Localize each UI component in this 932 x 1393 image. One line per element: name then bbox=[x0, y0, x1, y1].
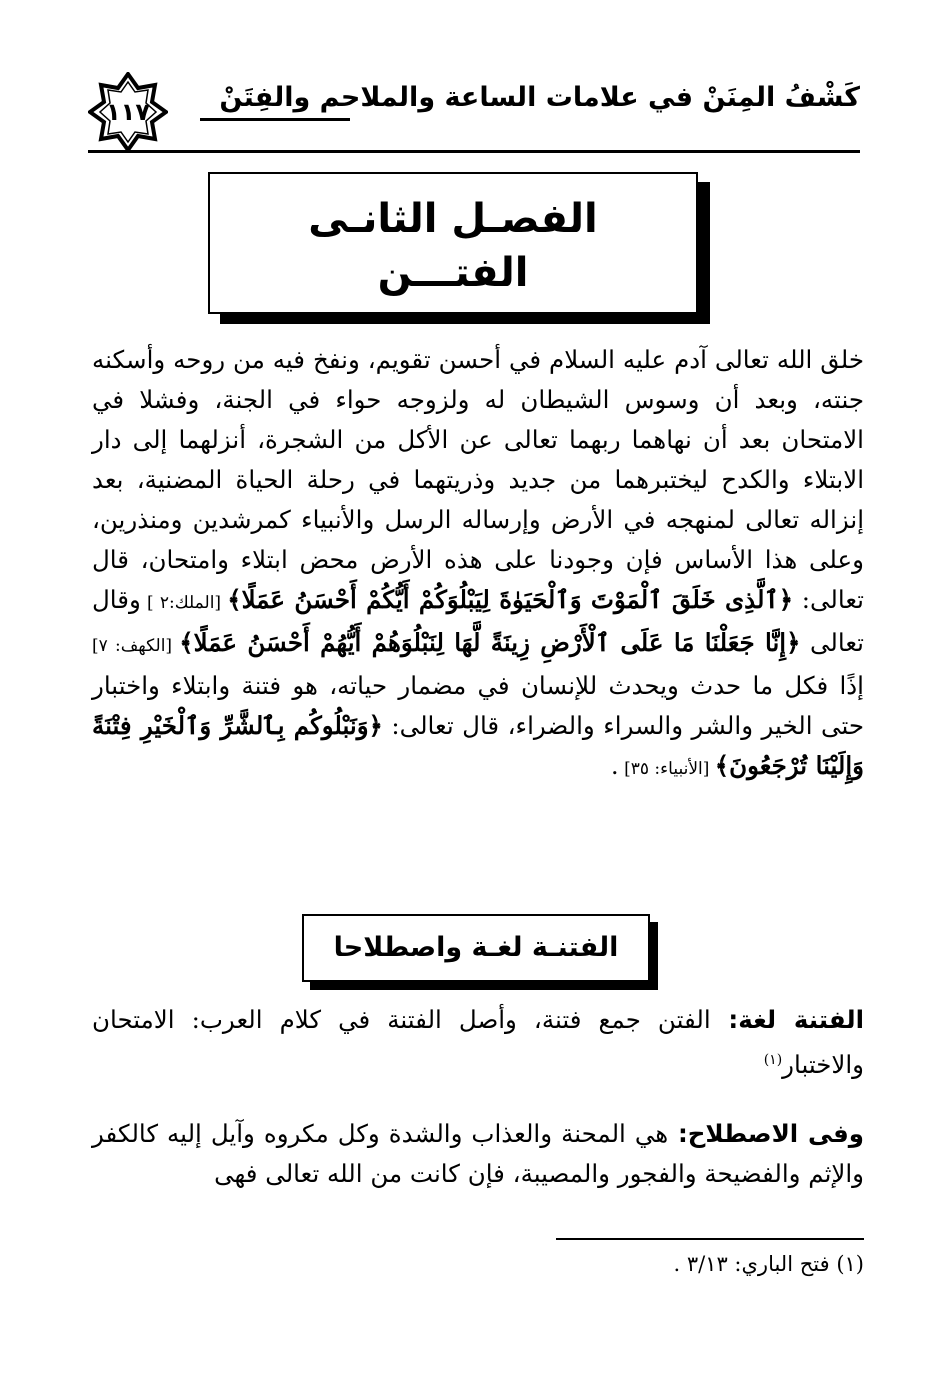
verse-reference: [الملك:٢ ] bbox=[140, 593, 228, 613]
book-title: كَشْفُ المِنَنْ في علامات الساعة والملاحم والفِتَنْ bbox=[219, 82, 860, 113]
section-heading-box bbox=[302, 914, 650, 982]
intro-paragraph bbox=[92, 340, 864, 896]
page-number: ١١٧ bbox=[106, 98, 150, 126]
paragraph-end: . bbox=[610, 751, 619, 780]
page-header bbox=[88, 62, 860, 158]
quran-verse: ﴿وَنَبْلُوكُم بِٱلشَّرِّ وَٱلْخَيْرِ فِتْنَةً وَإِلَيْنَا تُرْجَعُونَ﴾ bbox=[92, 711, 864, 780]
chapter-subtitle: الفتـــن bbox=[377, 250, 529, 296]
header-dash-rule bbox=[200, 118, 350, 121]
chapter-heading-box bbox=[208, 172, 698, 314]
linguistic-definition bbox=[92, 1000, 864, 1085]
section-title: الفتنـة لغـة واصطلاحا bbox=[333, 932, 619, 963]
technical-definition bbox=[92, 1114, 864, 1194]
quran-verse: ﴿ٱلَّذِى خَلَقَ ٱلْمَوْتَ وَٱلْحَيَوٰةَ لِيَبْلُوَكُمْ أَيُّكُمْ أَحْسَنُ عَمَلًا﴾ bbox=[227, 585, 794, 614]
quran-verse: ﴿إِنَّا جَعَلْنَا مَا عَلَى ٱلْأَرْضِ زِينَةً لَّهَا لِنَبْلُوَهُمْ أَيُّهُمْ أَحْسَنُ عَمَلًا﴾ bbox=[179, 628, 801, 657]
definition-term: وفى الاصطلاح: bbox=[668, 1119, 865, 1148]
header-rule bbox=[88, 150, 860, 153]
footnote: (١) فتح الباري: ٣/١٣ . bbox=[673, 1252, 864, 1276]
footnote-marker[interactable]: (١) bbox=[763, 1052, 783, 1068]
definition-term: الفتنة لغة: bbox=[710, 1005, 864, 1034]
definition-text: هي المحنة والعذاب والشدة وكل مكروه وآيل إليه كالكفر والإثم والفضيحة والفجور والمصيبة، فإن كانت من الله تعالى فهى bbox=[92, 1119, 864, 1188]
footnote-rule bbox=[556, 1238, 864, 1240]
chapter-title: الفصـل الثانـى bbox=[308, 196, 598, 242]
paragraph-text: خلق الله تعالى آدم عليه السلام في أحسن تقويم، ونفخ فيه من روحه وأسكنه جنته، وبعد أن وسوس الشيطان له ولزوجه حواء في الجنة، وفشلا في الامتحان بعد أن نهاهما ربهما تعالى عن الأكل من الشجرة، أنزلهما إلى دار الابتلاء والكدح ليختبرهما من جديد وذريتهما في رحلة الحياة المضنية، بعد إنزاله تعالى لمنهجه في الأرض وإرساله الرسل والأنبياء كمرشدين ومنذرين، وعلى هذا الأساس فإن وجودنا على هذه الأرض محض ابتلاء وامتحان، قال تعالى: bbox=[92, 345, 864, 614]
paragraph-text: إذًا فكل ما حدث ويحدث للإنسان في مضمار حياته، هو فتنة وابتلاء واختبار حتى الخير والشر والسراء والضراء، قال تعالى: bbox=[92, 671, 865, 740]
verse-reference: [الأنبياء: ٣٥] bbox=[618, 759, 715, 779]
paragraph-text: وقال تعالى bbox=[92, 585, 865, 657]
page-number-badge bbox=[88, 72, 168, 152]
definition-text: الفتن جمع فتنة، وأصل الفتنة في كلام العرب: الامتحان والاختبار bbox=[92, 1005, 864, 1080]
verse-reference: [الكهف: ٧] bbox=[92, 636, 180, 656]
